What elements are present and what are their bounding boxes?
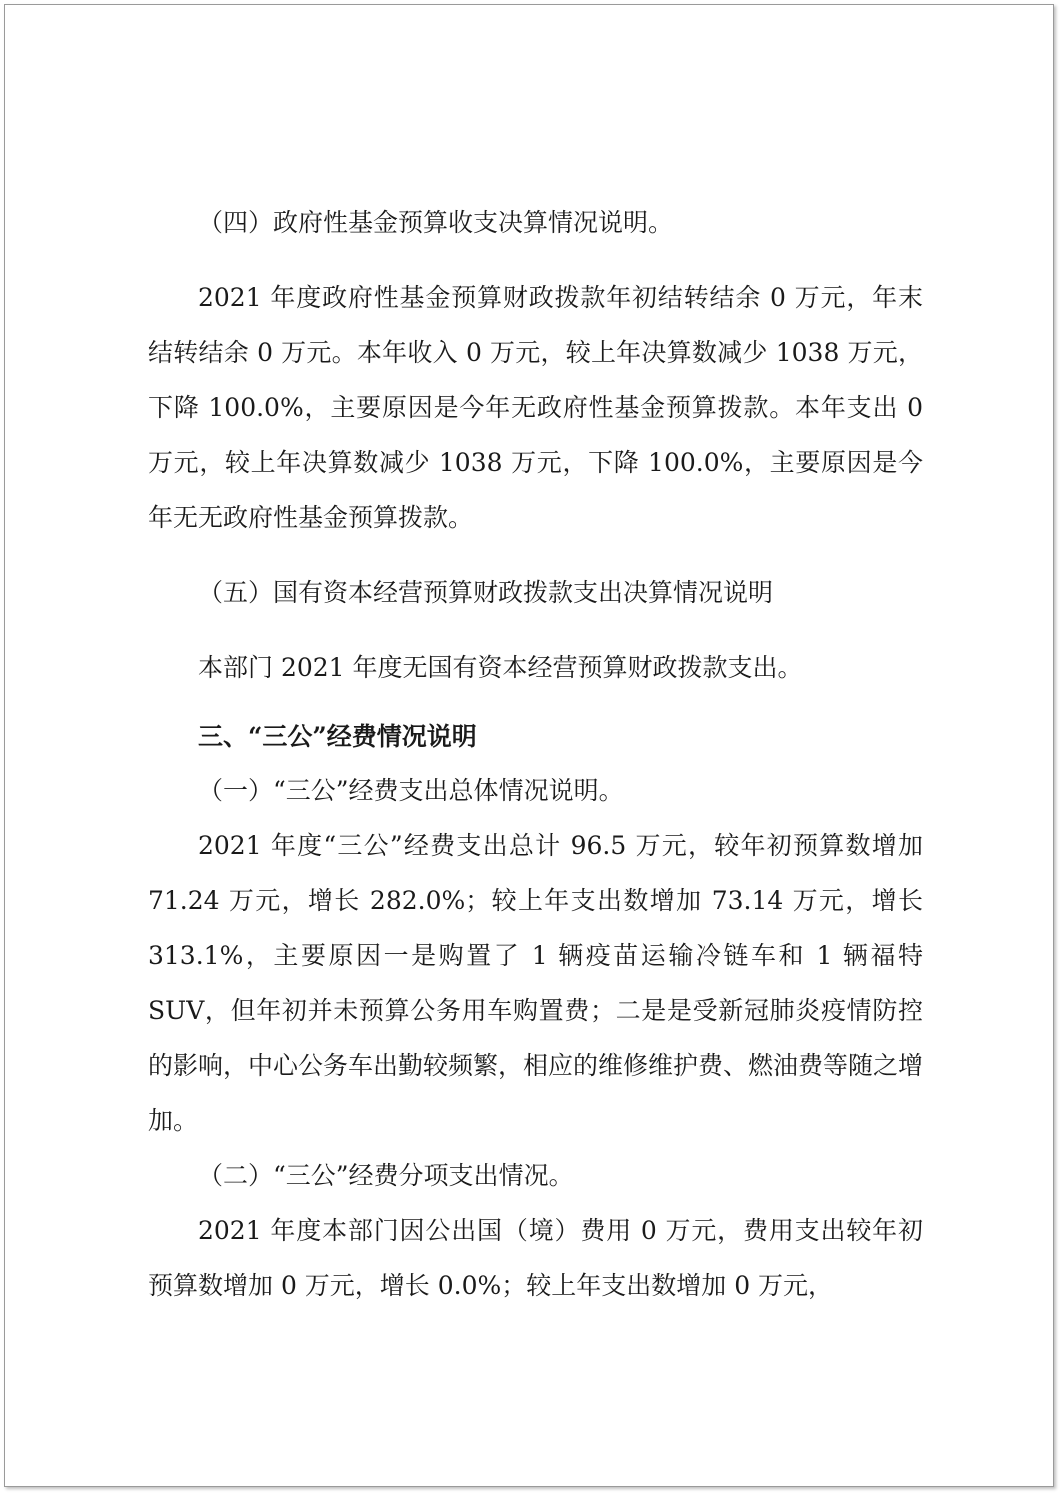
paragraph-government-fund: 2021 年度政府性基金预算财政拨款年初结转结余 0 万元，年末结转结余 0 万元。本年收入 0 万元，较上年决算数减少 1038 万元，下降 100.0%，主要原因是今年无政府性基金预算拨款。本年支出 0 万元，较上年决算数减少 1038 万元，下降 100.0%，主要原因是今年无无政府性基金预算拨款。: [148, 283, 923, 532]
document-body: [148, 195, 923, 1313]
section-heading-overall-expenses: （一）“三公”经费支出总体情况说明。: [198, 776, 624, 805]
section-heading-itemized-expenses: （二）“三公”经费分项支出情况。: [198, 1161, 574, 1190]
paragraph-state-capital: 本部门 2021 年度无国有资本经营预算财政拨款支出。: [198, 653, 803, 682]
section-heading-state-capital: （五）国有资本经营预算财政拨款支出决算情况说明: [198, 578, 774, 607]
paragraph-overall-expenses: 2021 年度“三公”经费支出总计 96.5 万元，较年初预算数增加 71.24 万元，增长 282.0%；较上年支出数增加 73.14 万元，增长 313.1%，主要原因一是购置了 1 辆疫苗运输冷链车和 1 辆福特 SUV，但年初并未预算公务用车购置费；二是是受新冠肺炎疫情防控的影响，中心公务车出勤较频繁，相应的维修维护费、燃油费等随之增加。: [148, 831, 924, 1135]
chapter-heading-three-public-expenses: 三、“三公”经费情况说明: [198, 722, 477, 751]
paragraph-itemized-expenses: 2021 年度本部门因公出国（境）费用 0 万元，费用支出较年初预算数增加 0 万元，增长 0.0%；较上年支出数增加 0 万元，: [148, 1216, 923, 1300]
page-frame: [4, 4, 1054, 1487]
section-heading-government-fund: （四）政府性基金预算收支决算情况说明。: [198, 208, 674, 237]
